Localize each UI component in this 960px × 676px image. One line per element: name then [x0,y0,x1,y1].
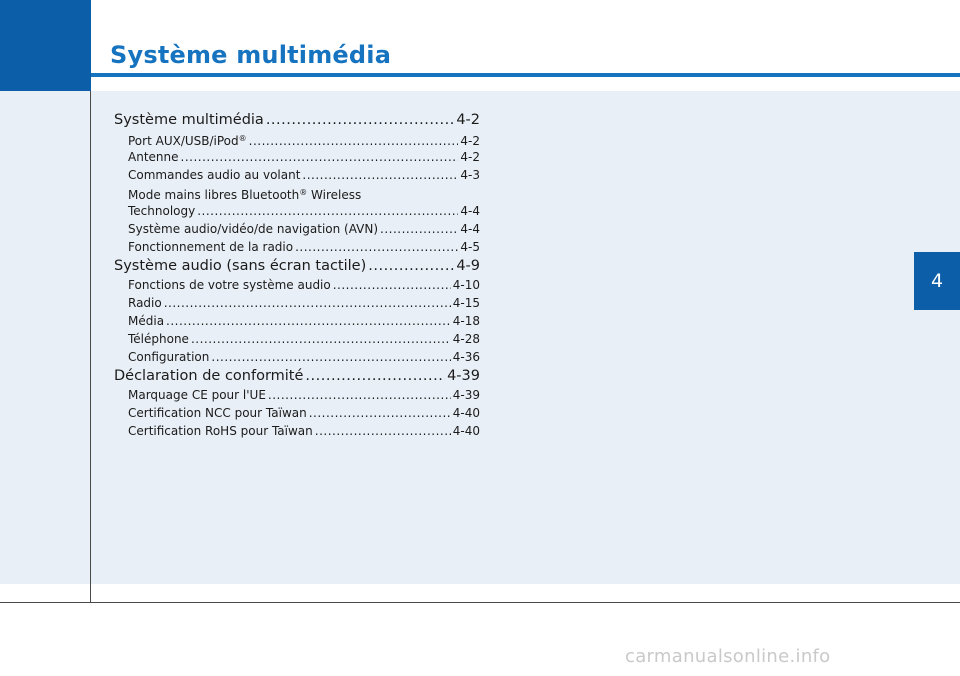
toc-page-number: 4-40 [452,424,480,438]
toc-sub-entry-wrapped[interactable] [114,184,480,202]
toc-page-number: 4-5 [460,240,480,254]
toc-page-number: 4-28 [452,332,480,346]
toc-sub-entry[interactable] [114,404,480,422]
toc-main-entry[interactable] [114,256,480,276]
toc-sub-entry[interactable] [114,348,480,366]
toc-leader-dots [211,348,450,366]
toc-main-entry[interactable] [114,366,480,386]
toc-page-number: 4-10 [452,278,480,292]
toc-entry-label: Port AUX/USB/iPod® [128,134,247,148]
toc-page-number: 4-36 [452,350,480,364]
toc-entry-label: Certification NCC pour Taïwan [128,406,307,420]
bottom-divider [0,602,960,603]
toc-leader-dots [368,256,454,276]
page-title: Système multimédia [110,41,392,69]
toc-entry-label: Marquage CE pour l'UE [128,388,266,402]
toc-leader-dots [164,294,451,312]
toc-leader-dots [315,422,451,440]
toc-entry-label: Système multimédia [114,112,264,128]
toc-entry-label: Fonctionnement de la radio [128,240,294,254]
toc-leader-dots [266,110,454,130]
toc-sub-entry[interactable] [114,422,480,440]
toc-entry-label: Système audio (sans écran tactile) [114,258,367,274]
toc-sub-entry[interactable] [114,294,480,312]
corner-color-block [0,0,91,91]
toc-section-declaration [114,366,480,440]
toc-entry-label: Commandes audio au volant [128,168,301,182]
toc-sub-entry[interactable] [114,330,480,348]
toc-leader-dots [191,330,451,348]
toc-entry-label: Configuration [128,350,210,364]
toc-section-systeme-multimedia [114,110,480,256]
toc-sub-entry[interactable] [114,148,480,166]
toc-sub-entry[interactable] [114,276,480,294]
toc-leader-dots [268,386,451,404]
watermark-text: carmanualsonline.info [625,646,831,667]
toc-entry-label: Antenne [128,150,179,164]
toc-entry-label: Radio [128,296,162,310]
toc-page-number: 4-3 [460,168,480,182]
toc-sub-entry[interactable] [114,238,480,256]
toc-page-number: 4-18 [452,314,480,328]
toc-page-number: 4-2 [460,150,480,164]
toc-entry-label: Média [128,314,165,328]
toc-page-number: 4-2 [460,134,480,148]
toc-page-number: 4-4 [460,204,480,218]
table-of-contents [114,110,480,440]
toc-entry-label: Certification RoHS pour Taïwan [128,424,313,438]
toc-entry-label: Fonctions de votre système audio [128,278,331,292]
toc-leader-dots [181,148,459,166]
toc-section-systeme-audio [114,256,480,366]
toc-entry-label: Technology [128,204,196,218]
toc-page-number: 4-39 [447,368,480,384]
toc-sub-entry[interactable] [114,312,480,330]
toc-page-number: 4-40 [452,406,480,420]
toc-sub-entry[interactable] [114,202,480,220]
toc-leader-dots [295,238,458,256]
toc-sub-entry[interactable] [114,386,480,404]
registered-mark: ® [238,134,247,143]
toc-main-entry[interactable] [114,110,480,130]
toc-page-number: 4-9 [456,258,480,274]
toc-page-number: 4-4 [460,222,480,236]
toc-entry-label: Téléphone [128,332,189,346]
toc-leader-dots [305,366,445,386]
toc-leader-dots [309,404,451,422]
chapter-tab[interactable]: 4 [914,252,960,310]
toc-page-number: 4-39 [452,388,480,402]
toc-entry-label: Système audio/vidéo/de navigation (AVN) [128,222,379,236]
toc-entry-label: Déclaration de conformité [114,368,304,384]
title-underline [91,73,960,77]
toc-leader-dots [380,220,458,238]
toc-entry-label: Mode mains libres Bluetooth® Wireless [128,188,362,202]
toc-leader-dots [166,312,451,330]
toc-page-number: 4-2 [456,112,480,128]
toc-sub-entry[interactable] [114,130,480,148]
toc-leader-dots [302,166,458,184]
toc-sub-entry[interactable] [114,166,480,184]
toc-page-number: 4-15 [452,296,480,310]
left-divider [90,91,91,603]
registered-mark: ® [299,188,308,197]
toc-leader-dots [197,202,458,220]
toc-sub-entry[interactable] [114,220,480,238]
toc-leader-dots [333,276,451,294]
